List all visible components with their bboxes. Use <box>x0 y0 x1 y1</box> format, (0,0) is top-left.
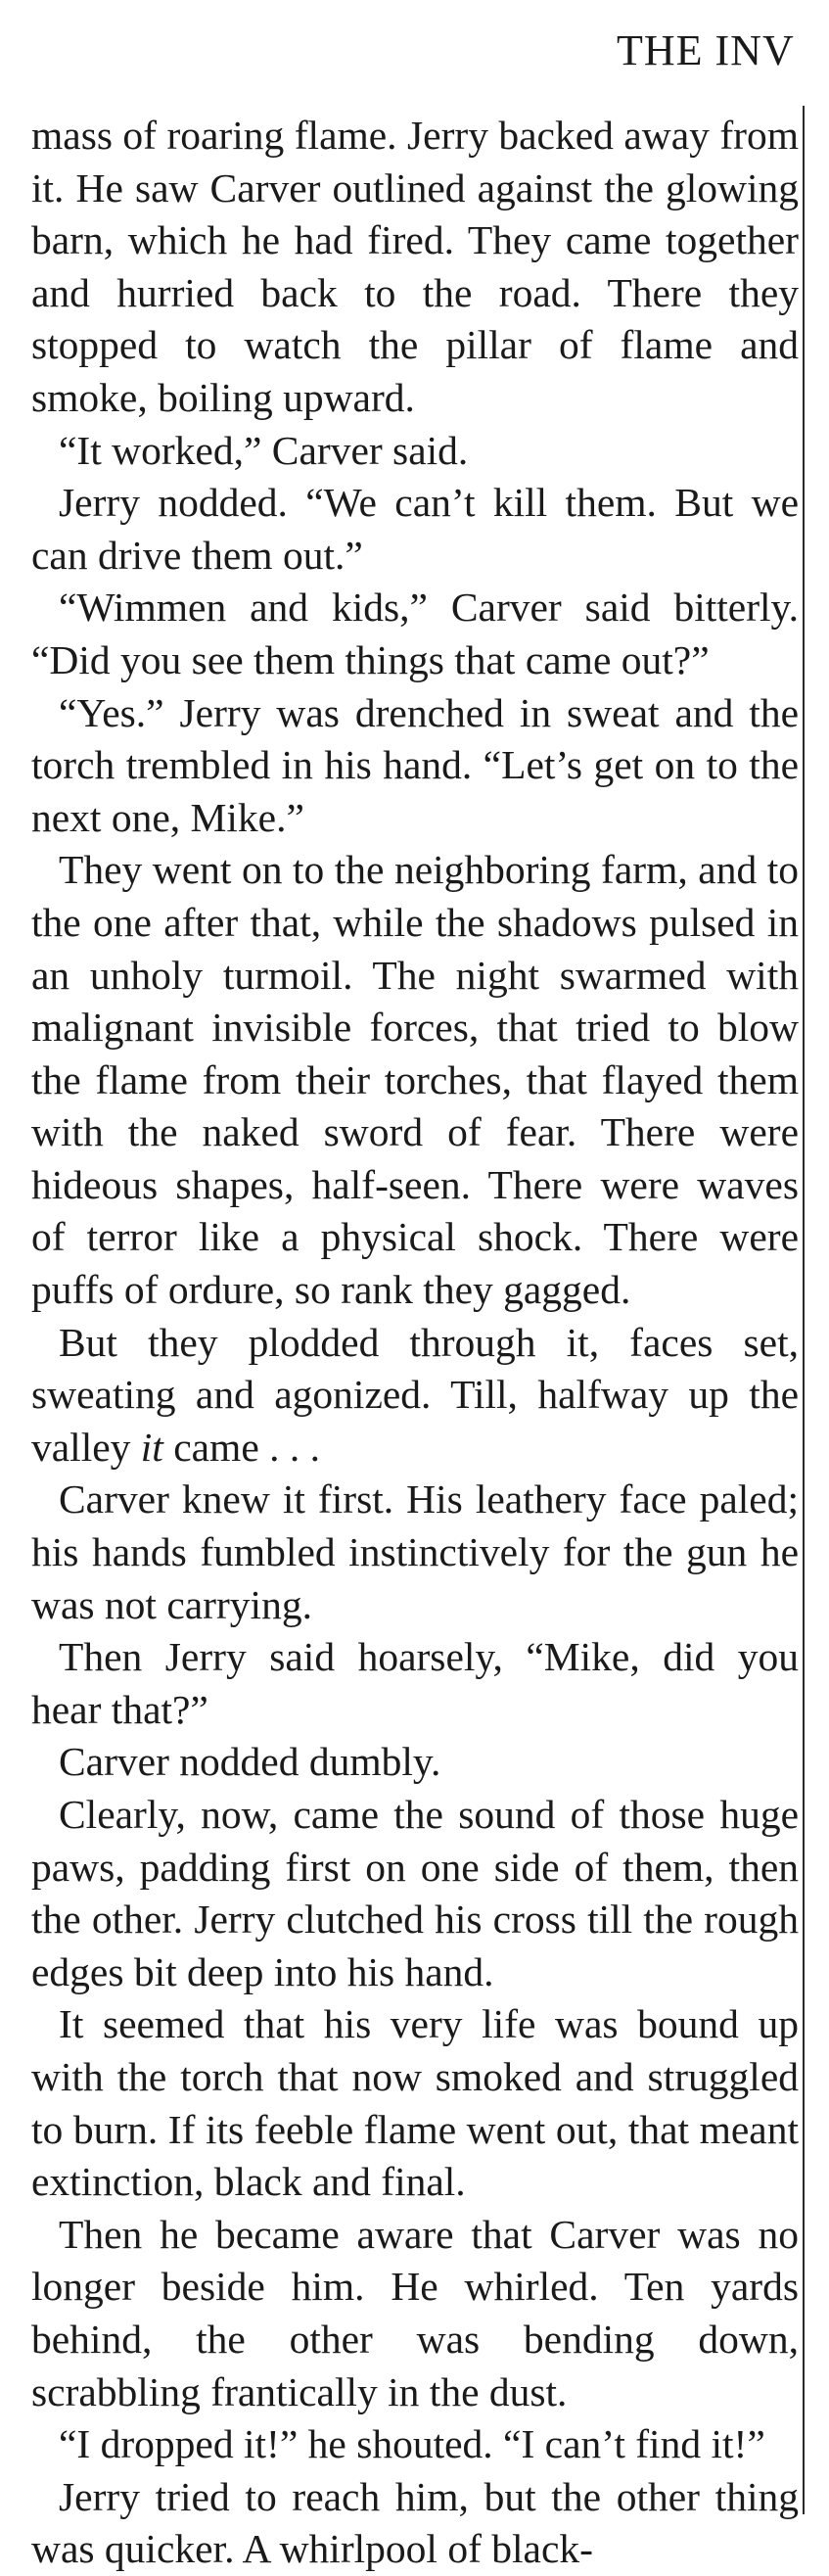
running-title: THE INV <box>617 29 795 72</box>
paragraph-text: But they plodded through it, faces set, sweating and agonized. Till, halfway up the valley <box>31 1319 799 1470</box>
paragraph: Carver knew it first. His leathery face paled; his hands fumbled instinctively for the gun he was not carrying. <box>31 1476 799 1627</box>
paragraph: “I dropped it!” he shouted. “I can’t find it!” <box>59 2421 765 2467</box>
paragraph: They went on to the neighboring farm, and to the one after that, while the shadows pulsed in an unholy turmoil. The night swarmed with malignant invisible forces, that tried to blow the flame from their torches, that flayed them with the naked sword of fear. There were hideous shapes, half-seen. There were waves of terror like a physical shock. There were puffs of ordure, so rank they gagged. <box>31 847 799 1313</box>
paragraph: It seemed that his very life was bound up with the torch that now smoked and struggled to burn. If its feeble flame went out, that meant extinction, black and final. <box>31 2001 799 2205</box>
paragraph: Then he became aware that Carver was no longer beside him. He whirled. Ten yards behind, the other was bending down, scrabbling frantically in the dust. <box>31 2211 799 2414</box>
paragraph: “It worked,” Carver said. <box>59 427 469 473</box>
italic-word: it <box>140 1424 163 1470</box>
paragraph <box>31 1317 799 1475</box>
paragraph: Carver nodded dumbly. <box>59 1739 441 1785</box>
paragraph: Jerry tried to reach him, but the other thing was quicker. A whirlpool of black- <box>31 2473 799 2572</box>
paragraph: mass of roaring flame. Jerry backed away from it. He saw Carver outlined against the glowing barn, which he had fired. They came together and hurried back to the road. There they stopped to watch the pillar of flame and smoke, boiling upward. <box>31 113 799 420</box>
paragraph: “Wimmen and kids,” Carver said bitterly. “Did you see them things that came out?” <box>31 585 799 682</box>
text-column <box>31 110 799 2576</box>
paragraph: “Yes.” Jerry was drenched in sweat and the torch trembled in his hand. “Let’s get on to the next one, Mike.” <box>31 689 799 840</box>
paragraph: Clearly, now, came the sound of those huge paws, padding first on one side of them, then the other. Jerry clutched his cross till the rough edges bit deep into his hand. <box>31 1792 799 1994</box>
paragraph-text: came . . . <box>162 1424 321 1470</box>
column-rule <box>803 106 805 2514</box>
paragraph: Then Jerry said hoarsely, “Mike, did you hear that?” <box>31 1634 799 1732</box>
paragraph: Jerry nodded. “We can’t kill them. But we can drive them out.” <box>31 480 799 578</box>
